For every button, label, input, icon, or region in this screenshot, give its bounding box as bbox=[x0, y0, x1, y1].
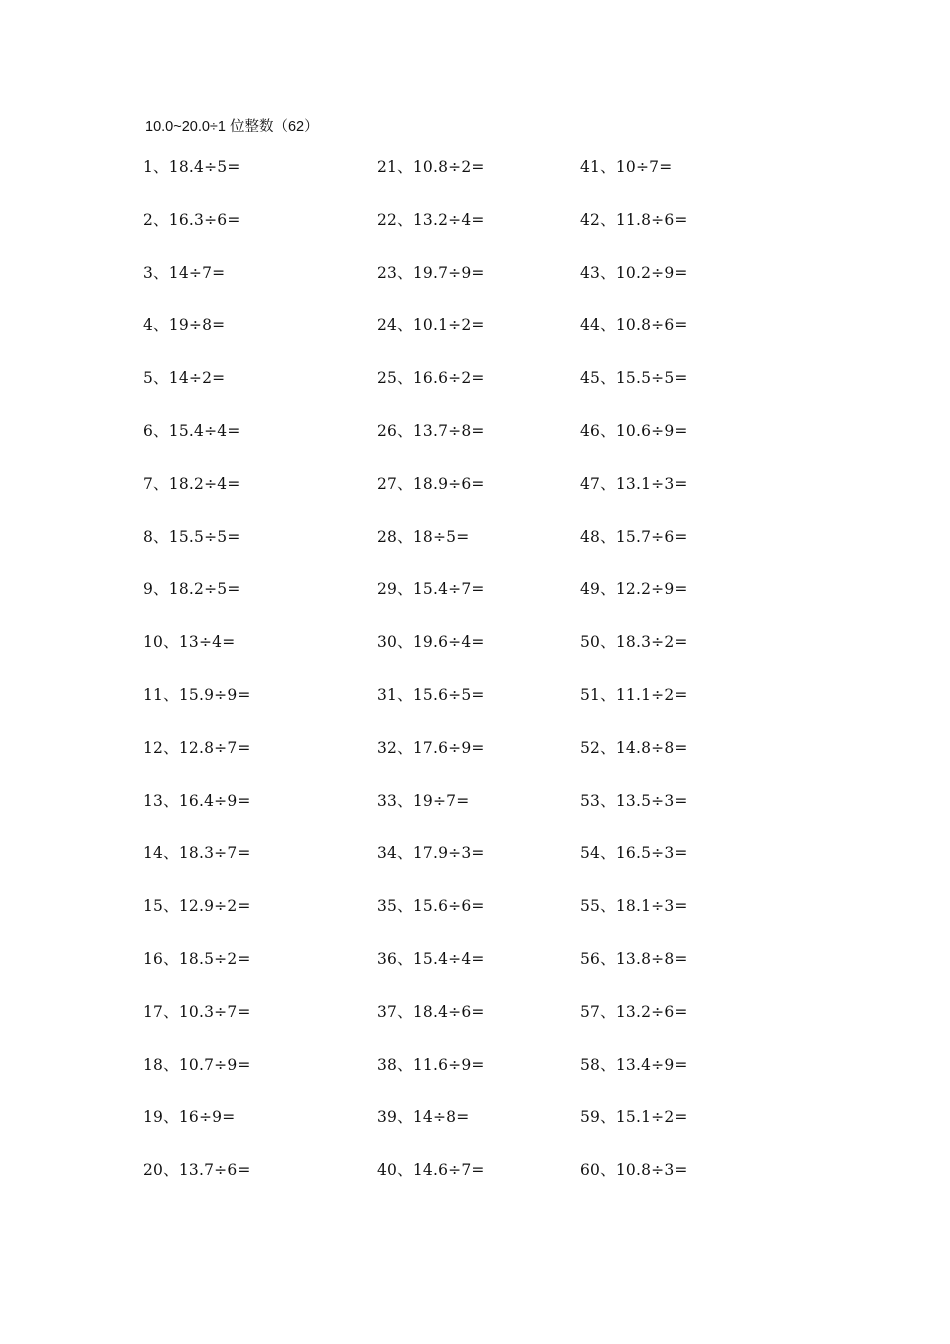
problem-item: 6、15.4÷4= bbox=[143, 422, 241, 440]
problem-item: 14、18.3÷7= bbox=[143, 844, 251, 862]
problem-item: 35、15.6÷6= bbox=[377, 897, 485, 915]
problem-item: 41、10÷7= bbox=[580, 158, 673, 176]
problem-item: 29、15.4÷7= bbox=[377, 580, 485, 598]
problem-item: 32、17.6÷9= bbox=[377, 739, 485, 757]
problem-item: 18、10.7÷9= bbox=[143, 1056, 251, 1074]
problem-item: 44、10.8÷6= bbox=[580, 316, 688, 334]
problem-item: 46、10.6÷9= bbox=[580, 422, 688, 440]
problem-item: 20、13.7÷6= bbox=[143, 1161, 251, 1179]
problem-item: 26、13.7÷8= bbox=[377, 422, 485, 440]
problem-item: 28、18÷5= bbox=[377, 528, 470, 546]
problem-item: 53、13.5÷3= bbox=[580, 792, 688, 810]
page-title: 10.0~20.0÷1 位整数（62） bbox=[145, 119, 319, 135]
problem-item: 48、15.7÷6= bbox=[580, 528, 688, 546]
problem-item: 54、16.5÷3= bbox=[580, 844, 688, 862]
problem-item: 31、15.6÷5= bbox=[377, 686, 485, 704]
problem-item: 23、19.7÷9= bbox=[377, 264, 485, 282]
problem-item: 30、19.6÷4= bbox=[377, 633, 485, 651]
problem-item: 36、15.4÷4= bbox=[377, 950, 485, 968]
problem-item: 16、18.5÷2= bbox=[143, 950, 251, 968]
problem-item: 22、13.2÷4= bbox=[377, 211, 485, 229]
problem-item: 57、13.2÷6= bbox=[580, 1003, 688, 1021]
problem-item: 59、15.1÷2= bbox=[580, 1108, 688, 1126]
problem-item: 43、10.2÷9= bbox=[580, 264, 688, 282]
problem-item: 8、15.5÷5= bbox=[143, 528, 241, 546]
problem-item: 12、12.8÷7= bbox=[143, 739, 251, 757]
problem-item: 45、15.5÷5= bbox=[580, 369, 688, 387]
problem-item: 3、14÷7= bbox=[143, 264, 226, 282]
problem-item: 19、16÷9= bbox=[143, 1108, 236, 1126]
problem-item: 34、17.9÷3= bbox=[377, 844, 485, 862]
problem-item: 25、16.6÷2= bbox=[377, 369, 485, 387]
problem-item: 49、12.2÷9= bbox=[580, 580, 688, 598]
problem-item: 13、16.4÷9= bbox=[143, 792, 251, 810]
problem-item: 60、10.8÷3= bbox=[580, 1161, 688, 1179]
problem-item: 2、16.3÷6= bbox=[143, 211, 241, 229]
problem-item: 7、18.2÷4= bbox=[143, 475, 241, 493]
problem-item: 52、14.8÷8= bbox=[580, 739, 688, 757]
problem-item: 11、15.9÷9= bbox=[143, 686, 251, 704]
problem-item: 21、10.8÷2= bbox=[377, 158, 485, 176]
problem-item: 56、13.8÷8= bbox=[580, 950, 688, 968]
problem-item: 47、13.1÷3= bbox=[580, 475, 688, 493]
problem-item: 5、14÷2= bbox=[143, 369, 226, 387]
problem-item: 4、19÷8= bbox=[143, 316, 226, 334]
problem-item: 10、13÷4= bbox=[143, 633, 236, 651]
problem-item: 42、11.8÷6= bbox=[580, 211, 688, 229]
problem-item: 9、18.2÷5= bbox=[143, 580, 241, 598]
problem-item: 1、18.4÷5= bbox=[143, 158, 241, 176]
problem-item: 58、13.4÷9= bbox=[580, 1056, 688, 1074]
problem-item: 40、14.6÷7= bbox=[377, 1161, 485, 1179]
problem-item: 33、19÷7= bbox=[377, 792, 470, 810]
problem-item: 50、18.3÷2= bbox=[580, 633, 688, 651]
problem-item: 24、10.1÷2= bbox=[377, 316, 485, 334]
problem-item: 39、14÷8= bbox=[377, 1108, 470, 1126]
problem-item: 15、12.9÷2= bbox=[143, 897, 251, 915]
problem-item: 51、11.1÷2= bbox=[580, 686, 688, 704]
problem-item: 38、11.6÷9= bbox=[377, 1056, 485, 1074]
problem-item: 37、18.4÷6= bbox=[377, 1003, 485, 1021]
problem-item: 27、18.9÷6= bbox=[377, 475, 485, 493]
problem-item: 17、10.3÷7= bbox=[143, 1003, 251, 1021]
problem-item: 55、18.1÷3= bbox=[580, 897, 688, 915]
